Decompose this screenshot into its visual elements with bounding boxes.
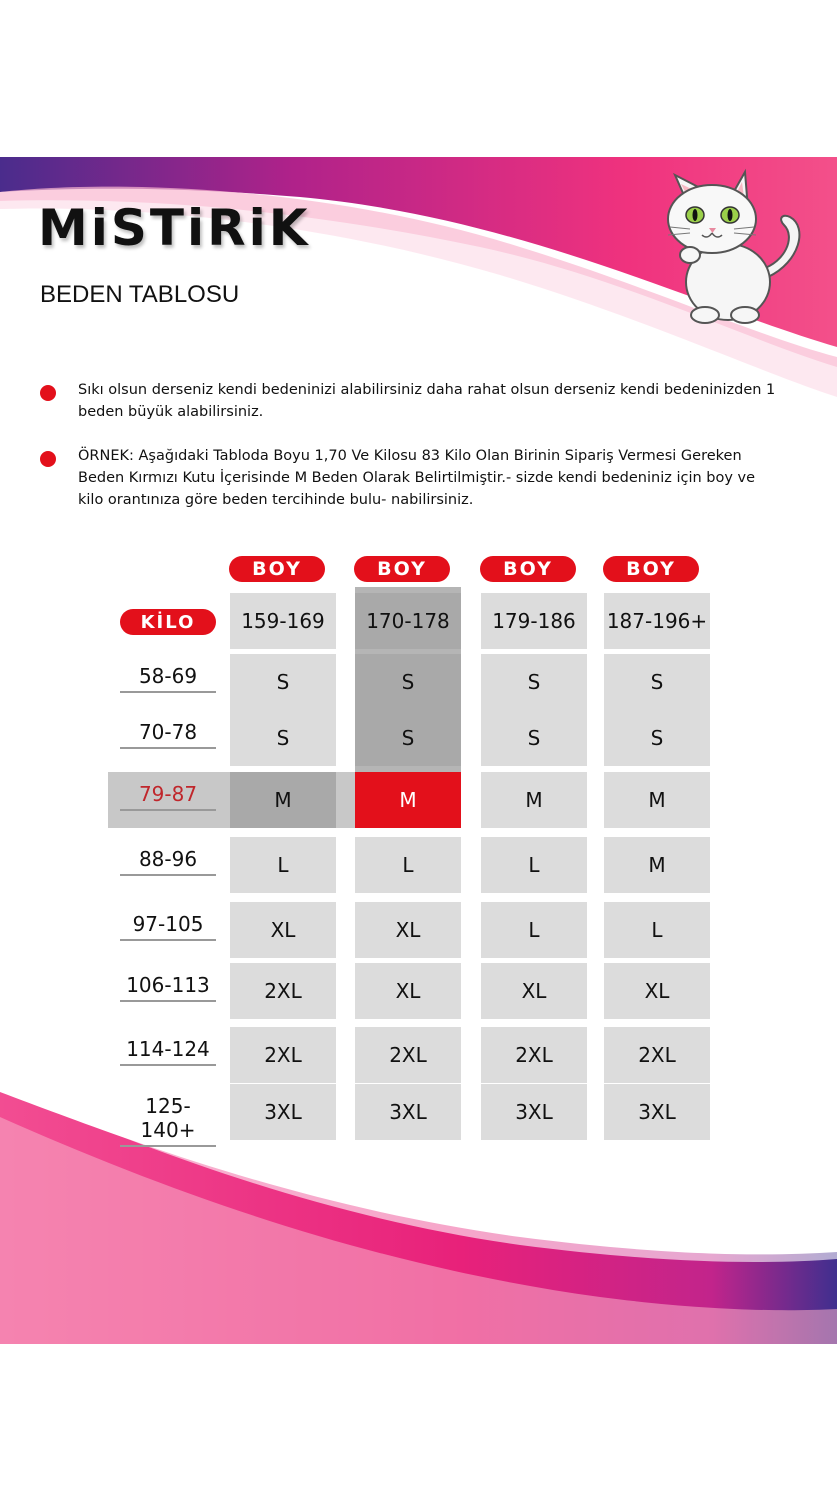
size-cell: S	[230, 710, 336, 766]
bullet-dot-icon	[40, 385, 56, 401]
weight-label: 70-78	[120, 720, 216, 749]
size-cell: M	[230, 772, 336, 828]
size-cell: S	[604, 710, 710, 766]
size-cell: XL	[230, 902, 336, 958]
size-cell: S	[604, 654, 710, 710]
size-cell: XL	[604, 963, 710, 1019]
size-cell: L	[355, 837, 461, 893]
size-cell: XL	[355, 963, 461, 1019]
height-header-cell: 159-169	[230, 593, 336, 649]
size-cell: 2XL	[604, 1027, 710, 1083]
weight-label: 106-113	[120, 973, 216, 1002]
weight-label: 125-140+	[120, 1094, 216, 1147]
size-cell: L	[604, 902, 710, 958]
size-cell: M	[481, 772, 587, 828]
boy-header-pill: BOY	[480, 556, 576, 582]
note-text: ÖRNEK: Aşağıdaki Tabloda Boyu 1,70 Ve Kilosu 83 Kilo Olan Birinin Sipariş Vermesi Gereken Beden Kırmızı Kutu İçerisinde M Beden Olarak Belirtilmiştir.- sizde kendi bedeniniz için boy ve kilo orantınıza göre beden tercihinde bulu- nabilirsiniz.	[78, 448, 756, 508]
brand-logo: MiSTiRiK	[38, 199, 311, 257]
note-tip	[40, 379, 780, 423]
size-cell: 2XL	[230, 1027, 336, 1083]
size-cell: L	[481, 837, 587, 893]
note-text: Sıkı olsun derseniz kendi bedeninizi alabilirsiniz daha rahat olsun derseniz kendi bedeninizden 1 beden büyük alabilirsiniz.	[78, 382, 776, 420]
kilo-header-pill: KİLO	[120, 609, 216, 635]
size-cell: S	[481, 654, 587, 710]
size-cell: M	[604, 837, 710, 893]
size-chart-poster	[0, 157, 837, 1344]
size-cell: M	[604, 772, 710, 828]
size-cell: 3XL	[230, 1084, 336, 1140]
note-example	[40, 445, 780, 511]
size-cell: 2XL	[230, 963, 336, 1019]
boy-header-pill: BOY	[354, 556, 450, 582]
size-cell: 3XL	[355, 1084, 461, 1140]
weight-label: 88-96	[120, 847, 216, 876]
weight-label: 114-124	[120, 1037, 216, 1066]
size-cell: 3XL	[604, 1084, 710, 1140]
size-cell: S	[355, 654, 461, 710]
bullet-dot-icon	[40, 451, 56, 467]
size-cell: M	[355, 772, 461, 828]
weight-label: 97-105	[120, 912, 216, 941]
size-cell: S	[230, 654, 336, 710]
boy-header-pill: BOY	[229, 556, 325, 582]
size-cell: 2XL	[355, 1027, 461, 1083]
height-header-cell: 179-186	[481, 593, 587, 649]
size-cell: S	[481, 710, 587, 766]
height-header-cell: 187-196+	[604, 593, 710, 649]
size-cell: L	[230, 837, 336, 893]
page-title: BEDEN TABLOSU	[40, 281, 240, 308]
size-cell: 2XL	[481, 1027, 587, 1083]
size-cell: 3XL	[481, 1084, 587, 1140]
size-cell: L	[481, 902, 587, 958]
weight-label: 79-87	[120, 782, 216, 811]
boy-header-pill: BOY	[603, 556, 699, 582]
height-header-cell: 170-178	[355, 593, 461, 649]
size-cell: S	[355, 710, 461, 766]
weight-label: 58-69	[120, 664, 216, 693]
size-cell: XL	[481, 963, 587, 1019]
size-cell: XL	[355, 902, 461, 958]
cat-mascot-icon	[650, 157, 810, 327]
